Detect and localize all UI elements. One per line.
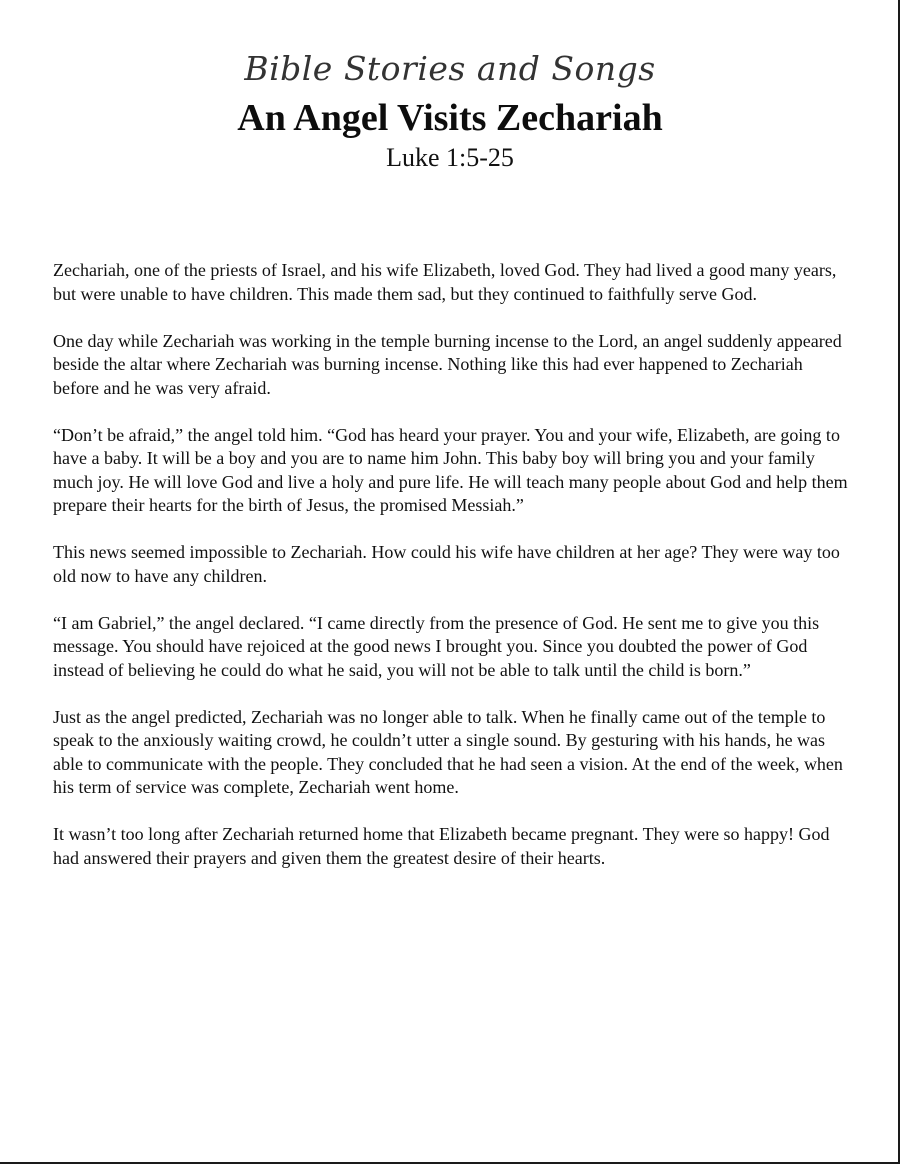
story-paragraph: Just as the angel predicted, Zechariah was no longer able to talk. When he finally came out of the temple to speak to the anxiously waiting crowd, he couldn’t utter a single sound. By gesturing with his hands, he was able to communicate with the people. They concluded that he had seen a vision. At the end of the week, when his term of service was complete, Zechariah went home. (53, 706, 843, 797)
story-paragraph: Zechariah, one of the priests of Israel, and his wife Elizabeth, loved God. They had lived a good many years, but were unable to have children. This made them sad, but they continued to faithfully serve God. (53, 260, 837, 304)
story-paragraph: This news seemed impossible to Zechariah. How could his wife have children at her age? They were way too old now to have any children. (53, 542, 840, 586)
page-header (0, 49, 900, 172)
series-title: Bible Stories and Songs (244, 49, 656, 88)
scripture-reference: Luke 1:5-25 (386, 143, 514, 172)
story-paragraph: It wasn’t too long after Zechariah returned home that Elizabeth became pregnant. They were so happy! God had answered their prayers and given them the greatest desire of their hearts. (53, 824, 830, 868)
story-body (53, 259, 853, 894)
story-paragraph: “Don’t be afraid,” the angel told him. “God has heard your prayer. You and your wife, Elizabeth, are going to have a baby. It will be a boy and you are to name him John. This baby boy will bring you and your family much joy. He will love God and live a holy and pure life. He will teach many people about God and help them prepare their hearts for the birth of Jesus, the promised Messiah.” (53, 424, 848, 515)
story-title: An Angel Visits Zechariah (237, 97, 663, 139)
story-paragraph: One day while Zechariah was working in the temple burning incense to the Lord, an angel suddenly appeared beside the altar where Zechariah was burning incense. Nothing like this had ever happened to Zechariah before and he was very afraid. (53, 330, 842, 398)
story-paragraph: “I am Gabriel,” the angel declared. “I came directly from the presence of God. He sent me to give you this message. You should have rejoiced at the good news I brought you. Since you doubted the power of God instead of believing he could do what he said, you will not be able to talk until the child is born.” (53, 612, 820, 680)
